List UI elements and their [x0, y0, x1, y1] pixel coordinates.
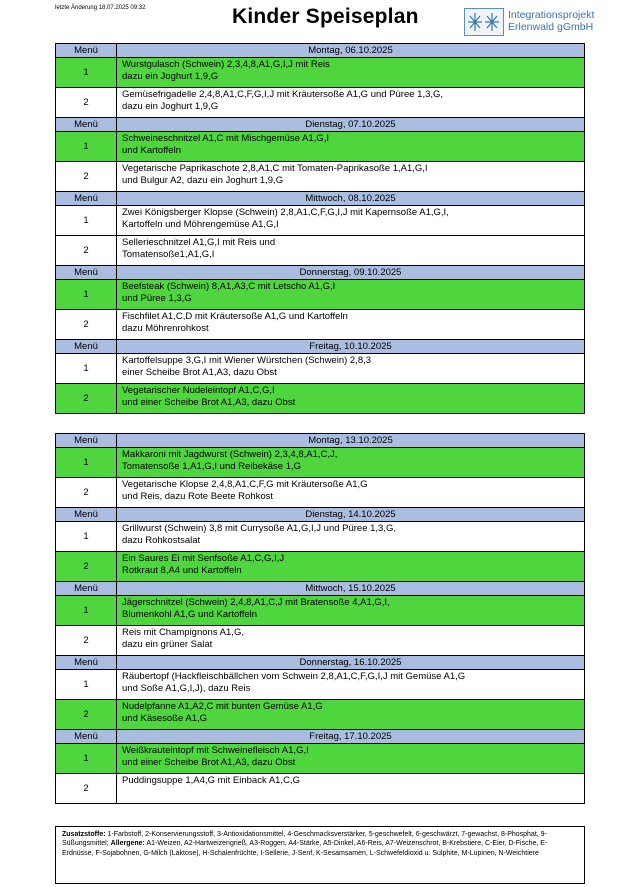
menu-column-label: Menü	[56, 266, 117, 280]
meal-line-2: dazu ein Joghurt 1,9,G	[122, 71, 219, 82]
logo-line-1: Integrationsprojekt	[508, 9, 595, 21]
day-date: Mittwoch, 15.10.2025	[117, 582, 585, 596]
meal-row	[56, 522, 585, 552]
meal-row	[56, 132, 585, 162]
menu-column-label: Menü	[56, 508, 117, 522]
meal-description	[117, 354, 585, 384]
meal-line-2: und einer Scheibe Brot A1,A3, dazu Obst	[122, 757, 296, 768]
meal-number: 2	[56, 384, 117, 414]
meal-line-2: Blumenkohl A1,G und Kartoffeln	[122, 609, 258, 620]
meal-number: 2	[56, 162, 117, 192]
meal-line-2: Kartoffeln und Möhrengemüse A1,G,I	[122, 219, 279, 230]
meal-line-2: Tomatensoße1,A1,G,I	[122, 249, 215, 260]
meal-number: 2	[56, 774, 117, 804]
meal-line-2: und Reis, dazu Rote Beete Rohkost	[122, 491, 274, 502]
meal-line-2: und Soße A1,G,I,J), dazu Reis	[122, 683, 251, 694]
meal-number: 1	[56, 522, 117, 552]
day-header-row	[56, 118, 585, 132]
meal-row	[56, 354, 585, 384]
meal-number: 2	[56, 552, 117, 582]
company-logo	[464, 8, 595, 36]
meal-description	[117, 626, 585, 656]
meal-row	[56, 58, 585, 88]
menu-column-label: Menü	[56, 656, 117, 670]
day-header-row	[56, 340, 585, 354]
day-header-row	[56, 434, 585, 448]
last-update-note: letzte Änderung 18.07.2025 09:32	[55, 5, 146, 11]
day-header-row	[56, 266, 585, 280]
meal-row	[56, 206, 585, 236]
meal-line-2: dazu ein Joghurt 1,9,G	[122, 101, 219, 112]
meal-description	[117, 206, 585, 236]
meal-description	[117, 478, 585, 508]
meal-line-2: und einer Scheibe Brot A1,A3, dazu Obst	[122, 397, 296, 408]
additives-footer	[55, 826, 585, 884]
meal-description	[117, 774, 585, 804]
menu-column-label: Menü	[56, 434, 117, 448]
allergens-label: Allergene:	[110, 840, 145, 848]
meal-line-2: dazu ein grüner Salat	[122, 639, 213, 650]
meal-number: 1	[56, 132, 117, 162]
day-date: Freitag, 17.10.2025	[117, 730, 585, 744]
meal-line-2: und Käsesoße A1,G	[122, 713, 208, 724]
meal-line-2: einer Scheibe Brot A1,A3, dazu Obst	[122, 367, 277, 378]
day-date: Dienstag, 07.10.2025	[117, 118, 585, 132]
meal-description	[117, 552, 585, 582]
meal-line-1: Ein Saures Ei mit Senfsoße A1,C,G,I,J	[122, 553, 285, 564]
meal-number: 1	[56, 58, 117, 88]
meal-line-1: Jägerschnitzel (Schwein) 2,4,8,A1,C,J mit Bratensoße 4,A1,G,I,	[122, 597, 390, 608]
meal-row	[56, 744, 585, 774]
meal-number: 1	[56, 280, 117, 310]
meal-line-1: Vegetarischer Nudeleintopf A1,C,G,I	[122, 385, 275, 396]
meal-row	[56, 236, 585, 266]
meal-row	[56, 774, 585, 804]
meal-description	[117, 522, 585, 552]
day-date: Dienstag, 14.10.2025	[117, 508, 585, 522]
meal-row	[56, 700, 585, 730]
meal-line-1: Weißkrauteintopf mit Schweinefleisch A1,G,I	[122, 745, 309, 756]
meal-description	[117, 744, 585, 774]
meal-line-1: Beefsteak (Schwein) 8,A1,A3,C mit Letscho A1,G,I	[122, 281, 336, 292]
meal-line-1: Schweineschnitzel A1,C mit Mischgemüse A1,G,I	[122, 133, 329, 144]
meal-number: 1	[56, 206, 117, 236]
meal-line-1: Gemüsefrigadelle 2,4,8,A1,C,F,G,I,J mit Kräutersoße A1,G und Püree 1,3,G,	[122, 89, 444, 100]
meal-line-2: und Püree 1,3,G	[122, 293, 192, 304]
meal-number: 2	[56, 700, 117, 730]
meal-row	[56, 448, 585, 478]
meal-row	[56, 478, 585, 508]
week-2-table	[55, 433, 585, 804]
meal-description	[117, 58, 585, 88]
meal-number: 2	[56, 236, 117, 266]
meal-line-2: dazu Rohkostsalat	[122, 535, 201, 546]
additives-text: 1-Farbstoff, 2-Konservierungsstoff, 3-Antioxidationsmittel, 4-Geschmacksverstärker, 5-geschwefelt, 6-geschwärzt, 7-gewachst, 8-Phosphat, 9-Süßungsmittel;	[62, 831, 547, 848]
meal-number: 1	[56, 596, 117, 626]
meal-number: 2	[56, 310, 117, 340]
meal-line-1: Sellerieschnitzel A1,G,I mit Reis und	[122, 237, 276, 248]
meal-number: 1	[56, 448, 117, 478]
meal-row	[56, 280, 585, 310]
meal-line-1: Grillwurst (Schwein) 3,8 mit Currysoße A1,G,I,J und Püree 1,3,G,	[122, 523, 397, 534]
meal-row	[56, 552, 585, 582]
meal-line-1: Reis mit Champignons A1,G,	[122, 627, 244, 638]
meal-number: 2	[56, 626, 117, 656]
day-header-row	[56, 656, 585, 670]
meal-line-1: Puddingsuppe 1,A4,G mit Einback A1,C,G	[122, 775, 300, 786]
meal-description	[117, 448, 585, 478]
meal-line-1: Vegetarische Paprikaschote 2,8,A1,C mit Tomaten-Paprikasoße 1,A1,G,I	[122, 163, 428, 174]
meal-line-1: Vegetarische Klopse 2,4,8,A1,C,F,G mit Kräutersoße A1,G	[122, 479, 368, 490]
menu-column-label: Menü	[56, 192, 117, 206]
menu-column-label: Menü	[56, 118, 117, 132]
meal-line-1: Zwei Königsberger Klopse (Schwein) 2,8,A1,C,F,G,I,J mit Kapernsoße A1,G,I,	[122, 207, 449, 218]
week-1-table	[55, 43, 585, 414]
meal-description	[117, 700, 585, 730]
meal-line-2: und Bulgur A2, dazu ein Joghurt 1,9,G	[122, 175, 284, 186]
meal-line-1: Fischfilet A1,C,D mit Kräutersoße A1,G und Kartoffeln	[122, 311, 348, 322]
menu-column-label: Menü	[56, 582, 117, 596]
meal-line-2: Rotkraut 8,A4 und Kartoffeln	[122, 565, 242, 576]
meal-row	[56, 162, 585, 192]
day-header-row	[56, 192, 585, 206]
meal-description	[117, 310, 585, 340]
meal-description	[117, 384, 585, 414]
day-date: Donnerstag, 16.10.2025	[117, 656, 585, 670]
logo-line-2: Erlenwald gGmbH	[508, 21, 594, 33]
day-date: Donnerstag, 09.10.2025	[117, 266, 585, 280]
meal-number: 1	[56, 744, 117, 774]
meal-row	[56, 384, 585, 414]
day-header-row	[56, 44, 585, 58]
day-header-row	[56, 582, 585, 596]
meal-line-1: Makkaroni mit Jagdwurst (Schwein) 2,3,4,8,A1,C,J,	[122, 449, 338, 460]
meal-line-1: Kartoffelsuppe 3,G,I mit Wiener Würstchen (Schwein) 2,8,3	[122, 355, 372, 366]
meal-number: 1	[56, 670, 117, 700]
additives-label: Zusatzstoffe:	[62, 831, 106, 838]
day-date: Montag, 13.10.2025	[117, 434, 585, 448]
meal-description	[117, 236, 585, 266]
meal-row	[56, 596, 585, 626]
day-date: Mittwoch, 08.10.2025	[117, 192, 585, 206]
menu-column-label: Menü	[56, 340, 117, 354]
meal-description	[117, 132, 585, 162]
meal-line-1: Wurstgulasch (Schwein) 2,3,4,8,A1,G,I,J mit Reis	[122, 59, 330, 70]
meal-description	[117, 88, 585, 118]
meal-line-1: Nudelpfanne A1,A2,C mit bunten Gemüse A1,G	[122, 701, 323, 712]
meal-number: 1	[56, 354, 117, 384]
day-date: Freitag, 10.10.2025	[117, 340, 585, 354]
day-header-row	[56, 508, 585, 522]
day-date: Montag, 06.10.2025	[117, 44, 585, 58]
meal-row	[56, 310, 585, 340]
meal-description	[117, 670, 585, 700]
meal-row	[56, 626, 585, 656]
day-header-row	[56, 730, 585, 744]
logo-text	[508, 9, 594, 33]
meal-description	[117, 596, 585, 626]
meal-line-2: Tomatensoße 1,A1,G,I und Reibekäse 1,G	[122, 461, 302, 472]
meal-line-2: und Kartoffeln	[122, 145, 181, 156]
meal-number: 2	[56, 88, 117, 118]
meal-description	[117, 162, 585, 192]
meal-line-1: Räubertopf (Hackfleischbällchen vom Schwein 2,8,A1,C,F,G,I,J mit Gemüse A1,G	[122, 671, 466, 682]
snowflake-logo-icon	[464, 8, 504, 36]
meal-description	[117, 280, 585, 310]
meal-line-2: dazu Möhrenrohkost	[122, 323, 209, 334]
allergens-text: A1-Weizen, A2-Hartweizengrieß, A3-Roggen, A4-Stärke, A5-Dinkel, A6-Reis, A7-Weizenschrot, B-Krebstiere, C-Eier, D-Fische, E-Erdnüsse, F-Sojabohnen, G-Milch (Laktose), H-Schalenfrüchte, I-Sellerie, J-Senf, K-Sesamsamen, L-Schwefeldioxid u. Sulphite, M-Lupinen, N-Weichtiere	[62, 840, 548, 857]
meal-row	[56, 88, 585, 118]
page-title: Kinder Speiseplan	[232, 5, 419, 28]
meal-row	[56, 670, 585, 700]
menu-column-label: Menü	[56, 44, 117, 58]
meal-number: 2	[56, 478, 117, 508]
menu-column-label: Menü	[56, 730, 117, 744]
